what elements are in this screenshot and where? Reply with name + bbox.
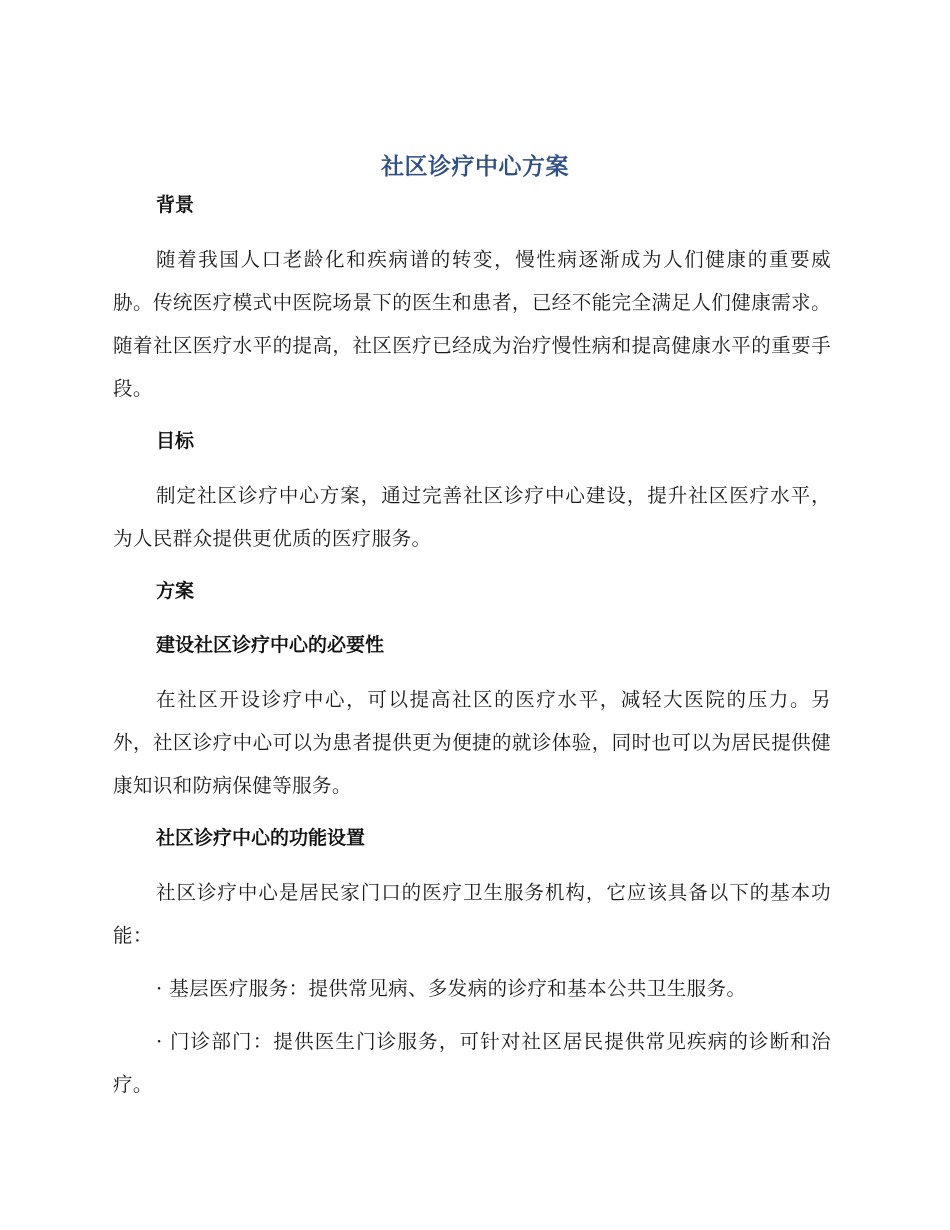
paragraph-background: 随着我国人口老龄化和疾病谱的转变，慢性病逐渐成为人们健康的重要威胁。传统医疗模式中医院场景下的医生和患者，已经不能完全满足人们健康需求。随着社区医疗水平的提高，社区医疗已经成为治疗慢性病和提高健康水平的重要手段。 xyxy=(113,248,831,400)
document-title: 社区诊疗中心方案 xyxy=(381,154,569,180)
subsection-heading-functions: 社区诊疗中心的功能设置 xyxy=(156,827,366,849)
paragraph-goal: 制定社区诊疗中心方案，通过完善社区诊疗中心建设，提升社区医疗水平，为人民群众提供更优质的医疗服务。 xyxy=(113,484,831,550)
section-heading-goal: 目标 xyxy=(156,430,195,452)
document-body xyxy=(113,190,831,1106)
paragraph-functions: 社区诊疗中心是居民家门口的医疗卫生服务机构，它应该具备以下的基本功能： xyxy=(113,881,831,947)
list-item-outpatient: · 门诊部门：提供医生门诊服务，可针对社区居民提供常见疾病的诊断和治疗。 xyxy=(113,1030,831,1096)
subsection-heading-necessity: 建设社区诊疗中心的必要性 xyxy=(156,634,385,656)
list-item-primary-care: · 基层医疗服务：提供常见病、多发病的诊疗和基本公共卫生服务。 xyxy=(156,977,747,1000)
section-heading-background: 背景 xyxy=(156,194,195,216)
paragraph-necessity: 在社区开设诊疗中心，可以提高社区的医疗水平，减轻大医院的压力。另外，社区诊疗中心可以为患者提供更为便捷的就诊体验，同时也可以为居民提供健康知识和防病保健等服务。 xyxy=(113,688,831,797)
section-heading-plan: 方案 xyxy=(156,580,195,602)
